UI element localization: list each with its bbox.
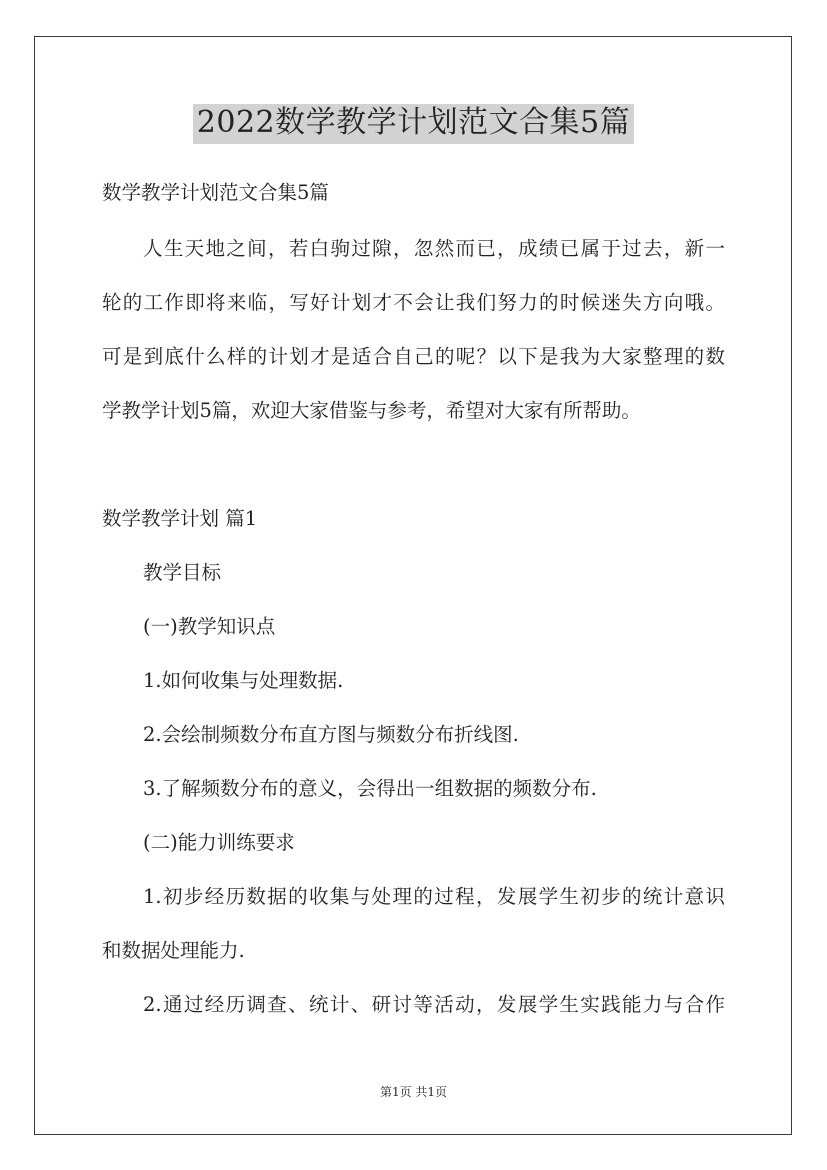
teaching-goal-heading: 教学目标: [143, 561, 222, 584]
ability-item-2-line-1: 2.通过经历调查、统计、研讨等活动，发展学生实践能力与合作: [143, 993, 725, 1016]
knowledge-item-2: 2.会绘制频数分布直方图与频数分布折线图.: [143, 723, 519, 746]
knowledge-heading: (一)教学知识点: [143, 615, 276, 638]
document-title: 2022数学教学计划范文合集5篇: [193, 104, 634, 144]
intro-line-4: 学教学计划5篇，欢迎大家借鉴与参考，希望对大家有所帮助。: [102, 399, 641, 422]
page-footer: 第1页 共1页: [379, 1085, 448, 1099]
intro-line-1: 人生天地之间，若白驹过隙，忽然而已，成绩已属于过去，新一: [143, 237, 725, 260]
title-container: [0, 104, 827, 144]
section-heading: 数学教学计划 篇1: [102, 507, 258, 530]
ability-item-1-line-2: 和数据处理能力.: [102, 939, 245, 962]
knowledge-item-1: 1.如何收集与处理数据.: [143, 669, 344, 692]
knowledge-item-3: 3.了解频数分布的意义，会得出一组数据的频数分布.: [143, 777, 597, 800]
ability-item-1-line-1: 1.初步经历数据的收集与处理的过程，发展学生初步的统计意识: [143, 885, 725, 908]
intro-line-3: 可是到底什么样的计划才是适合自己的呢？以下是我为大家整理的数: [102, 345, 725, 368]
ability-heading: (二)能力训练要求: [143, 831, 295, 854]
intro-line-2: 轮的工作即将来临，写好计划才不会让我们努力的时候迷失方向哦。: [102, 291, 725, 314]
subtitle: 数学教学计划范文合集5篇: [102, 181, 329, 204]
